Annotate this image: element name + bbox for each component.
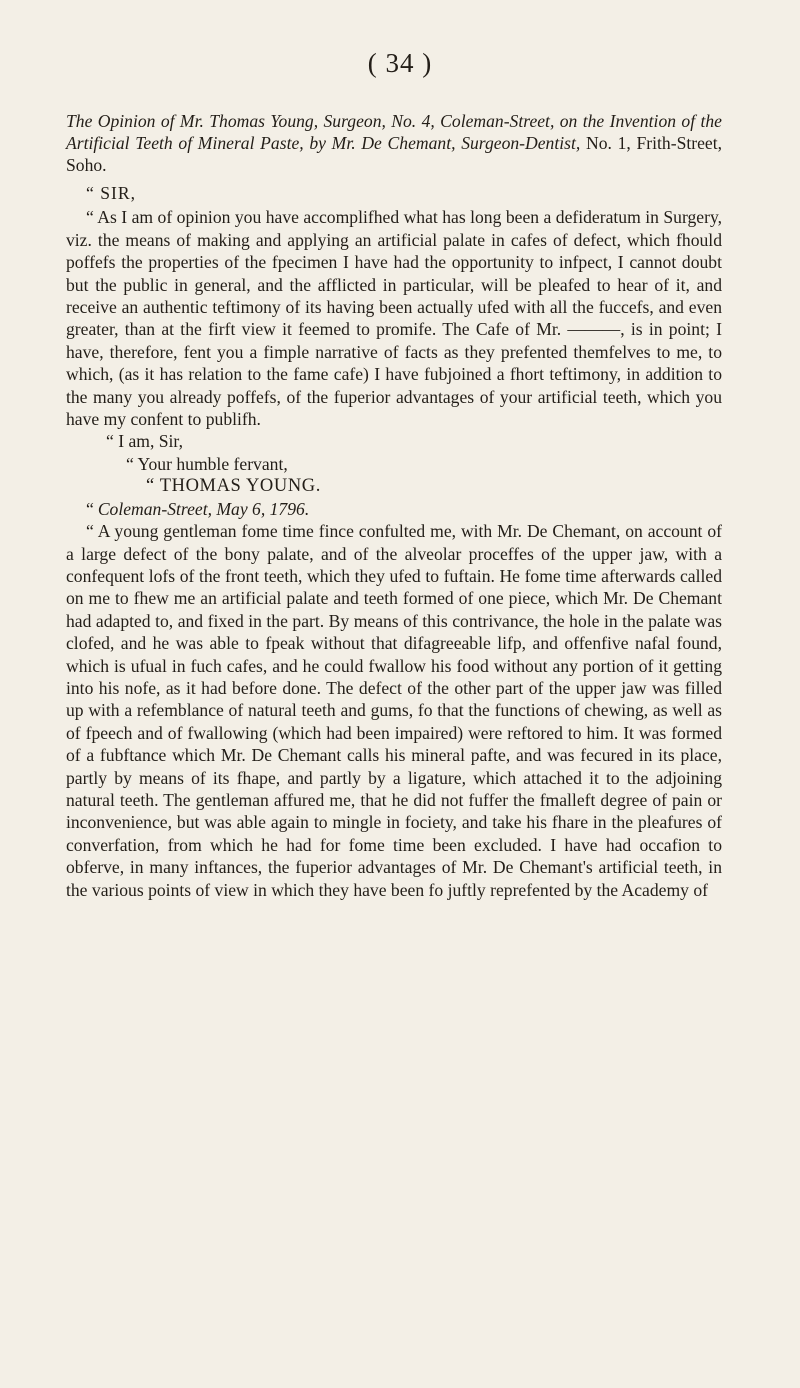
paragraph-case-narrative: “ A young gentleman fome time fince confulted me, with Mr. De Chemant, on account of a large defect of the bony palate, and of the alveolar proceffes of the upper jaw, with a confequent lofs of the front teeth, which they ufed to fuftain. He fome time afterwards called on me to fhew me an artificial palate and teeth formed of one piece, which Mr. De Chemant had adapted to, and fixed in the part. By means of this contrivance, the hole in the palate was clofed, and he was able to fpeak without that difagreeable lifp, and offenfive nafal found, which is ufual in fuch cafes, and he could fwallow his food without any portion of it getting into his nofe, as it had before done. The defect of the other part of the upper jaw was filled up with a refemblance of natural teeth and gums, fo that the functions of chewing, as well as of fpeech and of fwallowing (which had been impaired) were reftored to him. It was formed of a fubftance which Mr. De Chemant calls his mineral pafte, and was fecured in its place, partly by means of its fhape, and partly by a ligature, which attached it to the adjoining natural teeth. The gentleman affured me, that he did not fuffer the fmalleft degree of pain or inconvenience, but was able again to mingle in fociety, and take his fhare in the pleafures of converfation, from which he had for fome time been excluded. I have had occafion to obferve, in many inftances, the fuperior advantages of Mr. De Chemant's artificial teeth, in the various points of view in which they have been fo juftly reprefented by the Academy of bbox=[66, 521, 722, 900]
signature-name: “ THOMAS YOUNG. bbox=[146, 476, 321, 497]
dateline-quote: “ bbox=[86, 498, 94, 519]
closing-i-am: “ I am, Sir, bbox=[106, 431, 183, 452]
letter-body bbox=[66, 110, 722, 901]
closing-servant: “ Your humble fervant, bbox=[126, 453, 288, 474]
heading-italic-text: The Opinion of Mr. Thomas Young, Surgeon, No. 4, Coleman-Street, on the Invention of the Artificial Teeth of Mineral Paste, by Mr. De Chemant, Surgeon-Dentist, bbox=[66, 111, 722, 153]
page-number: ( 34 ) bbox=[367, 48, 433, 78]
salutation: “ SIR, bbox=[86, 183, 136, 203]
dateline bbox=[66, 498, 722, 520]
dateline-text: Coleman-Street, May 6, 1796. bbox=[97, 498, 310, 519]
heading-address-text: No. 1, Frith-Street, Soho. bbox=[66, 133, 723, 175]
paragraph-opinion: “ As I am of opinion you have accomplifhed what has long been a defideratum in Surgery, viz. the means of making and applying an artificial palate in cafes of defect, which fhould poffefs the properties of the fpecimen I have had the opportunity to infpect, I cannot doubt but the public in general, and the afflicted in particular, will be pleafed to hear of it, and receive an authentic teftimony of its having been actually ufed with all the fuccefs, and even greater, than at the firft view it feemed to promife. The Cafe of Mr. ———, is in point; I have, therefore, fent you a fimple narrative of facts as they prefented themfelves to me, to which, (as it has relation to the fame cafe) I have fubjoined a fhort teftimony, in addition to the many you already poffefs, of the fuperior advantages of your artificial teeth, which you have my confent to publifh. bbox=[66, 207, 722, 430]
letter-heading bbox=[66, 110, 722, 176]
